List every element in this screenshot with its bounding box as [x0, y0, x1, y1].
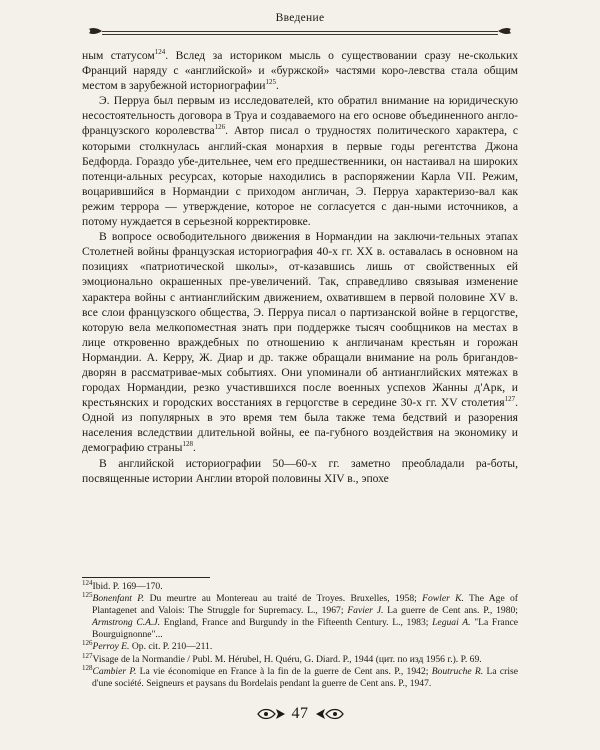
footnote-rule [82, 577, 210, 578]
running-header [84, 12, 516, 36]
footnote: $^{125}$Bonenfant P. Du meurtre au Montereau au traité de Troyes. Bruxelles, 1958; Fowler K. The Age of Plantagenet and Valois: The Struggle for Supremacy. L., 1967; Favier J. La guerre de Cent ans. P., 1980; Armstrong C.A.J. England, France and Burgundy in the Fifteenth Century. L., 1983; Leguai A. "La France Bourguignonne"... [82, 590, 519, 641]
paragraph: Э. Перруа был первым из исследователей, кто обратил внимание на юридическую несостоятельность договора в Труа и создаваемого на его основе объединенного англо-французского королевства$^{126}$. Автор писал о трудностях политического характера, с которыми столкнулась англий-ская монархия в первые годы регентства Джона Бедфорда. Гораздо убе-дительнее, чем его предшественники, он настаивал на широких потенци-альных ресурсах, которые находились в распоряжении Карла VII. Режим, воцарившийся в Нормандии с приходом англичан, Э. Перруа характеризо-вал как режим террора — утверждение, которое не согласуется с дан-ными источников, а потому нуждается в серьезной корректировке. [82, 94, 519, 229]
footnote: $^{127}$Visage de la Normandie / Publ. M. Hérubel, H. Quéru, G. Diard. P., 1944 (цит. по изд 1956 г.). P. 69. [82, 651, 482, 665]
footnote-number: 124 [82, 578, 93, 587]
footnote: $^{126}$Perroy E. Op. cit. P. 210—211. [82, 639, 213, 653]
footnote-number: 128 [82, 663, 93, 672]
ornament-right-icon [315, 707, 345, 721]
fleuron-left-icon [84, 21, 104, 41]
footnote-number: 125 [82, 590, 93, 599]
header-title: Введение [275, 12, 325, 24]
page-number-block [0, 701, 600, 727]
footnotes [82, 578, 519, 690]
footnote-ref: 128 [182, 440, 193, 449]
footnote-ref: 125 [265, 78, 277, 87]
paragraph: В вопросе освободительного движения в Нормандии на заключи-тельных этапах Столетней войны французская историография 40-х гг. XX в. оставалась в основном на позициях «патриотической школы», от-казавшись лишь от свойственных ей эмоционально окрашенных пре-увеличений. Так, справедливо связывая изменение характера войны с антианглийским движением, охватившем в первой половине XV в. все слои французского общества, Э. Перруа писал о партизанской войне в герцогстве, которую вела мелкопоместная знать при поддержке тысяч сообщников на местах в лице откровенно враждебных по отношению к англичанам крестьян и горожан Нормандии. А. Керру, Ж. Диар и др. также обращали внимание на роль бригандов-дворян в рассматривае-мых событиях. Они упоминали об антианглийских мятежах в городах Нормандии, резко участившихся после военных успехов Жанны д'Арк, и крестьянских и городских восстаниях в герцогстве в середине 30-х гг. XV столетия$^{127}$. Одной из популярных в это время тем была также тема бедствий и разорения населения вследствии длительной войны, ее па-губного воздействия на экономику и демографию страны$^{128}$. [82, 230, 519, 455]
footnote-ref: 124 [154, 48, 166, 57]
main-text [82, 48, 518, 486]
footnote-ref: 126 [214, 123, 226, 132]
footnote-number: 126 [82, 639, 93, 648]
ornament-left-icon [256, 707, 286, 721]
page-number: 47 [291, 705, 309, 722]
footnote-ref: 127 [504, 395, 516, 404]
fleuron-right-icon [496, 21, 516, 41]
paragraph: ным статусом$^{124}$. Вслед за историком мысль о существовании сразу не-скольких Франций наряду с «английской» и «буржской» частями коро-левства стала общим местом в зарубежной историографии$^{125}$. [82, 48, 518, 93]
paragraph: В английской историографии 50—60-х гг. заметно преобладали ра-боты, посвященные истории Англии второй половины XIV в., эпохе [82, 456, 518, 485]
footnote: $^{124}$Ibid. P. 169—170. [82, 578, 163, 592]
footnote: $^{128}$Cambier P. La vie économique en France à la fin de la guerre de Cent ans. P., 1942; Boutruche R. La crise d'une société. Seigneurs et paysans du Bordelais pendant la guerre de Cent ans. P., 1947. [82, 663, 518, 689]
footnote-number: 127 [82, 651, 93, 660]
